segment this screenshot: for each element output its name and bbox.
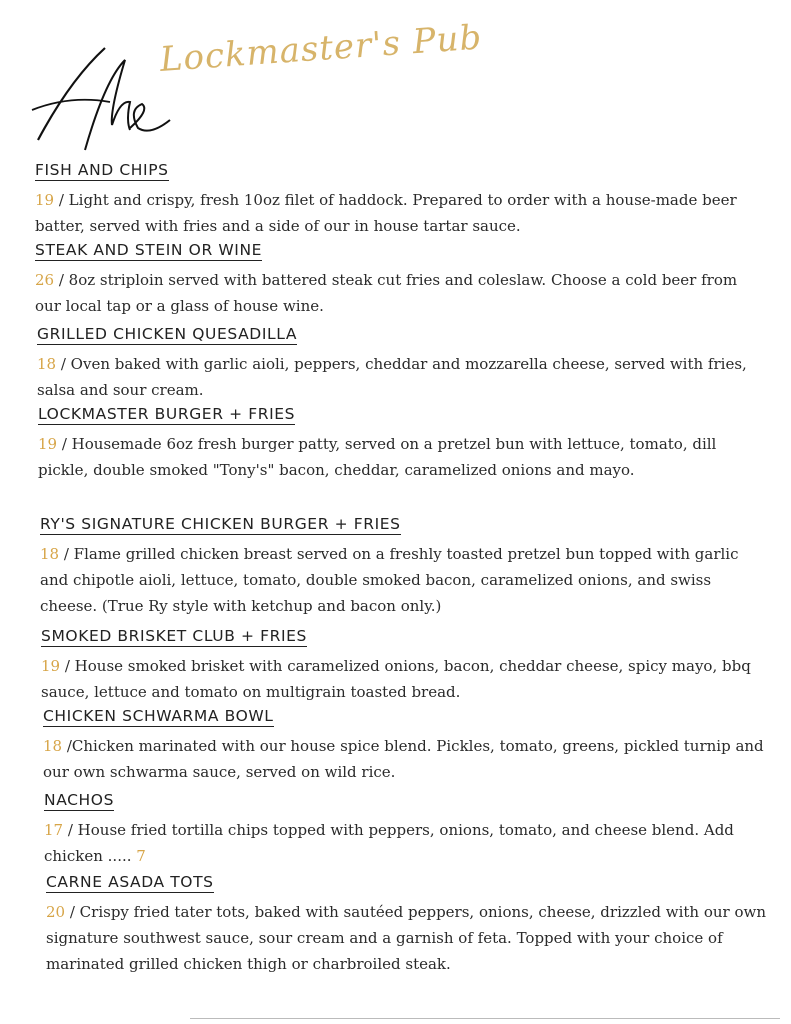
item-price: 18 xyxy=(37,355,57,373)
item-description: / Oven baked with garlic aioli, peppers, cheddar and mozzarella cheese, served with fries, salsa and sour cream. xyxy=(37,355,747,399)
bottom-rule xyxy=(190,1018,780,1019)
item-text xyxy=(35,187,765,239)
item-name: FISH AND CHIPS xyxy=(35,161,169,179)
item-name: CARNE ASADA TOTS xyxy=(46,873,214,891)
item-text xyxy=(37,351,767,403)
item-name: CHICKEN SCHWARMA BOWL xyxy=(43,707,274,725)
item-price: 26 xyxy=(35,271,55,289)
menu-item xyxy=(43,706,773,785)
item-description: / Housemade 6oz fresh burger patty, served on a pretzel bun with lettuce, tomato, dill pickle, double smoked "Tony's" bacon, cheddar, caramelized onions and mayo. xyxy=(38,435,717,479)
item-price: 20 xyxy=(46,903,66,921)
menu-item xyxy=(46,872,776,977)
item-name: STEAK AND STEIN OR WINE xyxy=(35,241,263,259)
menu-item xyxy=(41,626,771,705)
item-name: NACHOS xyxy=(44,791,115,809)
item-name: SMOKED BRISKET CLUB + FRIES xyxy=(41,627,307,645)
item-text xyxy=(44,817,774,869)
item-price: 17 xyxy=(44,821,64,839)
item-text xyxy=(43,733,773,785)
item-price: 18 xyxy=(43,737,63,755)
item-description: / Flame grilled chicken breast served on a freshly toasted pretzel bun topped with garlic and chipotle aioli, lettuce, tomato, double smoked bacon, caramelized onions, and swiss cheese. (True Ry style with ketchup and bacon only.) xyxy=(40,545,739,615)
item-description: / House fried tortilla chips topped with peppers, onions, tomato, and cheese blend. Add chicken ..... xyxy=(44,821,734,865)
item-text xyxy=(41,653,771,705)
item-text xyxy=(35,267,765,319)
item-price: 19 xyxy=(41,657,61,675)
item-name: LOCKMASTER BURGER + FRIES xyxy=(38,405,296,423)
menu-item xyxy=(40,514,770,619)
item-text xyxy=(40,541,770,619)
menu-item xyxy=(37,324,767,403)
item-name: RY'S SIGNATURE CHICKEN BURGER + FRIES xyxy=(40,515,401,533)
item-description: /Chicken marinated with our house spice blend. Pickles, tomato, greens, pickled turnip and our own schwarma sauce, served on wild rice. xyxy=(43,737,764,781)
item-name: GRILLED CHICKEN QUESADILLA xyxy=(37,325,298,343)
menu-item xyxy=(44,790,774,869)
item-text xyxy=(46,899,776,977)
item-price: 19 xyxy=(38,435,58,453)
the-script-text: the xyxy=(90,140,92,141)
pub-name: Lockmaster's Pub xyxy=(158,17,484,80)
item-price: 18 xyxy=(40,545,60,563)
item-description: / Crispy fried tater tots, baked with sautéed peppers, onions, cheese, drizzled with our own signature southwest sauce, sour cream and a garnish of feta. Topped with your choice of marinated grilled chicken thigh or charbroiled steak. xyxy=(46,903,766,973)
item-description: / 8oz striploin served with battered steak cut fries and coleslaw. Choose a cold beer from our local tap or a glass of house wine. xyxy=(35,271,738,315)
add-on-price: 7 xyxy=(136,847,146,865)
menu-item xyxy=(35,160,765,239)
menu-item xyxy=(38,404,768,483)
item-description: / House smoked brisket with caramelized onions, bacon, cheddar cheese, spicy mayo, bbq sauce, lettuce and tomato on multigrain toasted bread. xyxy=(41,657,751,701)
menu-item xyxy=(35,240,765,319)
item-text xyxy=(38,431,768,483)
item-price: 19 xyxy=(35,191,55,209)
item-description: / Light and crispy, fresh 10oz filet of haddock. Prepared to order with a house-made beer batter, served with fries and a side of our in house tartar sauce. xyxy=(35,191,737,235)
